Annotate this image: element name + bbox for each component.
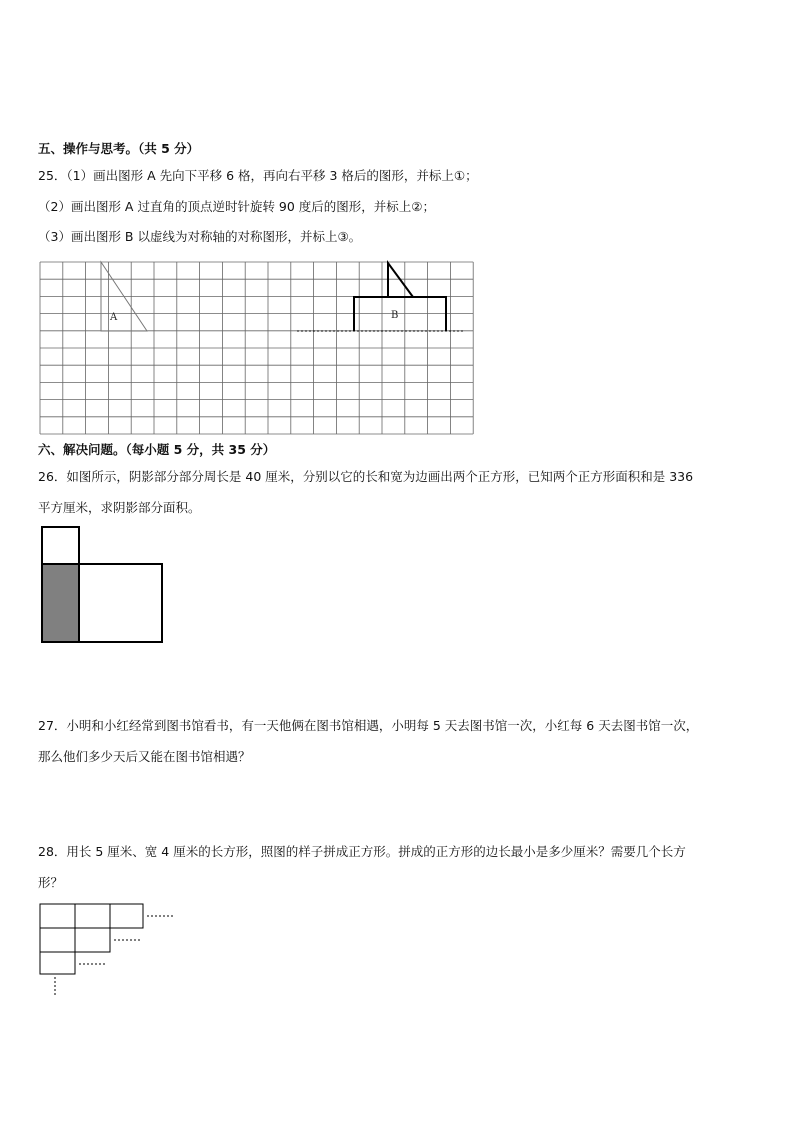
tile <box>40 952 75 974</box>
q26-line2: 平方厘米，求阴影部分面积。 <box>38 500 201 515</box>
q27-line1: 27．小明和小红经常到图书馆看书，有一天他俩在图书馆相遇，小明每 5 天去图书馆一次，小红每 6 天去图书馆一次， <box>38 718 699 733</box>
shape-a-label: A <box>110 312 118 323</box>
section5-heading: 五、操作与思考。（共 5 分） <box>38 141 200 156</box>
tile <box>110 904 143 928</box>
q26-line1: 26．如图所示，阴影部分部分周长是 40 厘米，分别以它的长和宽为边画出两个正方形，已知两个正方形面积和是 336 <box>38 469 694 484</box>
q25-part2: （2）画出图形 A 过直角的顶点逆时针旋转 90 度后的图形，并标上②； <box>38 199 436 214</box>
q25-part1: 25．（1）画出图形 A 先向下平移 6 格，再向右平移 3 格后的图形，并标上①； <box>38 168 478 183</box>
tile <box>75 904 110 928</box>
q27-line2: 那么他们多少天后又能在图书馆相遇？ <box>38 749 251 764</box>
tile <box>40 928 75 952</box>
shape-b-label: B <box>391 310 399 321</box>
q28-line2: 形？ <box>38 875 64 890</box>
tile <box>75 928 110 952</box>
section6-heading: 六、解决问题。（每小题 5 分，共 35 分） <box>38 442 276 457</box>
tile <box>40 904 75 928</box>
q28-line1: 28．用长 5 厘米、宽 4 厘米的长方形，照图的样子拼成正方形。拼成的正方形的边长最小是多少厘米？需要几个长方 <box>38 844 686 859</box>
q25-part3: （3）画出图形 B 以虚线为对称轴的对称图形，并标上③。 <box>38 229 362 244</box>
